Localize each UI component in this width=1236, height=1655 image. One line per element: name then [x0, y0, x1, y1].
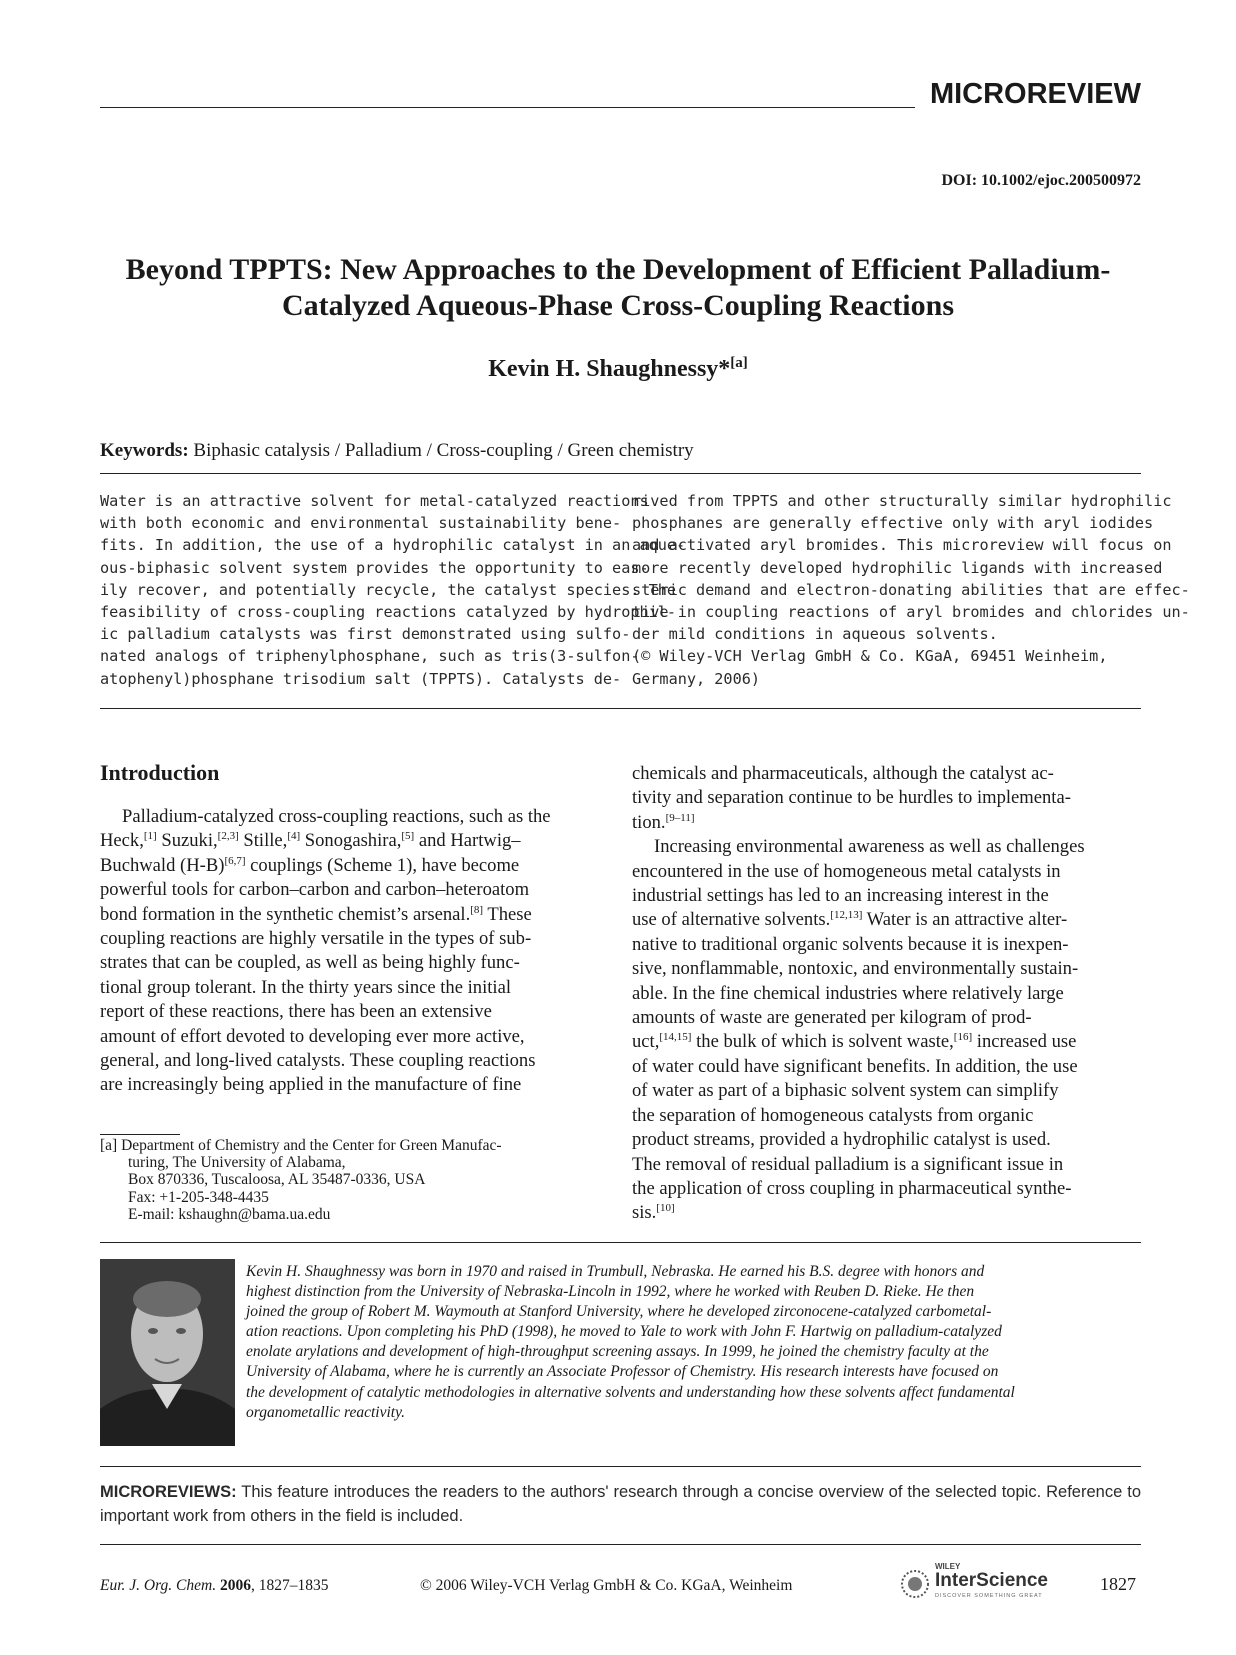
citation[interactable]: [2,3] [217, 830, 239, 843]
citation[interactable]: [6,7] [224, 854, 246, 867]
affiliation-footnote [100, 1137, 620, 1223]
interscience-logo[interactable] [895, 1560, 1065, 1602]
citation[interactable]: [12,13] [830, 909, 863, 922]
author-biography [246, 1262, 1136, 1423]
doi[interactable]: DOI: 10.1002/ejoc.200500972 [941, 172, 1141, 189]
abstract-line: ous-biphasic solvent system provides the opportunity to eas- [100, 558, 649, 577]
body-line: strates that can be coupled, as well as being highly func- [100, 952, 520, 974]
footer-rule [100, 1544, 1141, 1545]
abstract-line: ily recover, and potentially recycle, the catalyst species. The [100, 580, 677, 599]
body-line: of water as part of a biphasic solvent system can simplify [632, 1080, 1059, 1102]
keywords-list: Biphasic catalysis / Palladium / Cross-coupling / Green chemistry [193, 440, 694, 461]
body-line: amounts of waste are generated per kilogram of prod- [632, 1007, 1032, 1029]
logo-wiley: WILEY [935, 1562, 961, 1571]
section-heading-introduction: Introduction [100, 760, 220, 785]
abstract-rule [100, 708, 1141, 709]
abstract-line: more recently developed hydrophilic ligands with increased [632, 558, 1163, 577]
bio-top-rule [100, 1242, 1141, 1243]
header-rule [100, 107, 915, 108]
logo-tagline: DISCOVER SOMETHING GREAT [935, 1593, 1043, 1599]
body-line: are increasingly being applied in the manufacture of fine [100, 1074, 522, 1096]
bio-line: Kevin H. Shaughnessy was born in 1970 and raised in Trumbull, Nebraska. He earned his B.S. degree with honors and [246, 1263, 985, 1280]
body-line: tivity and separation continue to be hurdles to implementa- [632, 787, 1071, 809]
abstract-line: (© Wiley-VCH Verlag GmbH & Co. KGaA, 69451 Weinheim, [632, 647, 1108, 666]
abstract-left-column [100, 490, 686, 690]
citation[interactable]: [10] [656, 1202, 675, 1215]
bio-line: highest distinction from the University of Nebraska-Lincoln in 1992, where he worked with Reuben D. Rieke. He then [246, 1283, 975, 1301]
body-line: Buchwald (H-B)[6,7] couplings (Scheme 1), have become [100, 854, 520, 876]
title-line-1: Beyond TPPTS: New Approaches to the Development of Efficient Palladium- [125, 253, 1111, 286]
body-line: Increasing environmental awareness as well as challenges [654, 836, 1085, 858]
citation[interactable]: [8] [470, 903, 484, 916]
citation[interactable]: [16] [953, 1031, 973, 1044]
body-line: The removal of residual palladium is a significant issue in [632, 1153, 1064, 1175]
author-name: Kevin H. Shaughnessy* [488, 356, 731, 382]
body-line: Palladium-catalyzed cross-coupling reactions, such as the [122, 806, 551, 827]
body-line: industrial settings has led to an increasing interest in the [632, 885, 1049, 907]
page-number: 1827 [1100, 1574, 1136, 1594]
author-portrait-image [100, 1259, 235, 1446]
author [100, 355, 1136, 383]
author-email[interactable]: E-mail: kshaughn@bama.ua.edu [128, 1205, 331, 1223]
keywords-label: Keywords: [100, 440, 189, 461]
body-line: coupling reactions are highly versatile in the types of sub- [100, 928, 532, 950]
abstract-line: der mild conditions in aqueous solvents. [632, 625, 998, 644]
journal-year: 2006 [219, 1577, 251, 1594]
author-affiliation-mark: [a] [730, 355, 748, 371]
body-line: native to traditional organic solvents because it is inexpen- [632, 933, 1069, 955]
body-line: sive, nonflammable, nontoxic, and environmentally sustain- [632, 958, 1079, 980]
abstract-line: tive in coupling reactions of aryl bromides and chlorides un- [632, 603, 1190, 622]
abstract-line: ic palladium catalysts was first demonstrated using sulfo- [100, 625, 631, 644]
author-photo [100, 1259, 235, 1446]
citation[interactable]: [5] [401, 830, 415, 843]
abstract-line: Water is an attractive solvent for metal-catalyzed reactions [100, 492, 649, 510]
footnote-line: Box 870336, Tuscaloosa, AL 35487-0336, USA [128, 1171, 426, 1189]
section-label: MICROREVIEW [929, 78, 1141, 110]
article-title [100, 252, 1136, 324]
body-line: report of these reactions, there has been an extensive [100, 1001, 492, 1023]
footnote-rule [100, 1134, 180, 1135]
body-line: tion.[9–11] [632, 811, 695, 833]
abstract-line: fits. In addition, the use of a hydrophilic catalyst in an aque- [100, 536, 686, 555]
body-line: bond formation in the synthetic chemist’s arsenal.[8] These [100, 903, 532, 925]
body-line: able. In the fine chemical industries where relatively large [632, 982, 1064, 1004]
abstract-line: phosphanes are generally effective only with aryl iodides [632, 514, 1154, 533]
abstract-right-column [632, 490, 1190, 690]
abstract-line: feasibility of cross-coupling reactions catalyzed by hydrophil- [100, 603, 677, 622]
abstract-line: with both economic and environmental sustainability bene- [100, 514, 622, 533]
journal-citation [100, 1577, 328, 1595]
bio-line: enolate arylations and development of high-throughput screening assays. In 1999, he joined the chemistry faculty at the [246, 1343, 989, 1361]
abstract-line: steric demand and electron-donating abilities that are effec- [632, 580, 1190, 599]
citation[interactable]: [14,15] [659, 1031, 692, 1044]
bio-line: the development of catalytic methodologies in alternative solvents and understanding how these solvents affect fundamental [246, 1383, 1015, 1401]
intro-left-column [100, 805, 608, 1098]
body-line: product streams, provided a hydrophilic catalyst is used. [632, 1129, 1051, 1151]
bio-bottom-rule [100, 1466, 1141, 1467]
abstract-line: and activated aryl bromides. This microreview will focus on [632, 536, 1172, 555]
body-line: tional group tolerant. In the thirty years since the initial [100, 976, 512, 998]
citation[interactable]: [4] [287, 830, 301, 843]
body-line: sis.[10] [632, 1202, 675, 1224]
body-line: uct,[14,15] the bulk of which is solvent waste,[16] increased use [632, 1031, 1077, 1053]
intro-right-column [632, 762, 1140, 1226]
keywords-rule [100, 473, 1141, 474]
body-line: the application of cross coupling in pharmaceutical synthe- [632, 1177, 1072, 1199]
body-line: the separation of homogeneous catalysts from organic [632, 1104, 1034, 1126]
body-line: of water could have significant benefits. In addition, the use [632, 1055, 1078, 1077]
footnote-line: Fax: +1-205-348-4435 [128, 1188, 269, 1206]
logo-interscience: InterScience [935, 1570, 1048, 1591]
abstract-line: Germany, 2006) [632, 669, 761, 688]
microreviews-note [100, 1480, 1141, 1528]
bio-line: joined the group of Robert M. Waymouth at Stanford University, where he developed zirconocene-catalyzed carbometal- [246, 1303, 992, 1321]
footnote-line: turing, The University of Alabama, [128, 1154, 346, 1172]
bio-line: organometallic reactivity. [246, 1403, 405, 1421]
abstract-line: atophenyl)phosphane trisodium salt (TPPTS). Catalysts de- [100, 669, 622, 688]
journal-name: Eur. J. Org. Chem. [100, 1577, 217, 1594]
body-line: use of alternative solvents.[12,13] Water is an attractive alter- [632, 909, 1068, 931]
copyright: © 2006 Wiley-VCH Verlag GmbH & Co. KGaA, Weinheim [420, 1577, 793, 1594]
body-line: chemicals and pharmaceuticals, although the catalyst ac- [632, 763, 1054, 784]
body-line: amount of effort devoted to developing ever more active, [100, 1025, 525, 1047]
body-line: powerful tools for carbon–carbon and carbon–heteroatom [100, 879, 530, 901]
title-line-2: Catalyzed Aqueous-Phase Cross-Coupling Reactions [282, 289, 954, 322]
microreviews-text: This feature introduces the readers to the authors' research through a concise overview of the selected topic. Reference to important work from others in the field is included. [100, 1483, 1141, 1525]
body-line: general, and long-lived catalysts. These coupling reactions [100, 1050, 536, 1072]
bio-line: University of Alabama, where he is currently an Associate Professor of Chemistry. His research interests have focused on [246, 1363, 999, 1381]
keywords [100, 440, 1141, 462]
abstract-line: rived from TPPTS and other structurally similar hydrophilic [632, 492, 1172, 510]
footnote-line: [a] Department of Chemistry and the Center for Green Manufac- [100, 1137, 502, 1154]
abstract-line: nated analogs of triphenylphosphane, such as tris(3-sulfon- [100, 647, 640, 666]
microreviews-label: MICROREVIEWS: [100, 1483, 237, 1501]
citation[interactable]: [1] [143, 830, 157, 843]
body-line: Heck,[1] Suzuki,[2,3] Stille,[4] Sonogashira,[5] and Hartwig– [100, 830, 521, 852]
journal-pages: , 1827–1835 [250, 1577, 329, 1594]
citation[interactable]: [9–11] [665, 811, 695, 824]
bio-line: ation reactions. Upon completing his PhD (1998), he moved to Yale to work with John F. Hartwig on palladium-catalyzed [246, 1323, 1002, 1341]
body-line: encountered in the use of homogeneous metal catalysts in [632, 860, 1061, 882]
